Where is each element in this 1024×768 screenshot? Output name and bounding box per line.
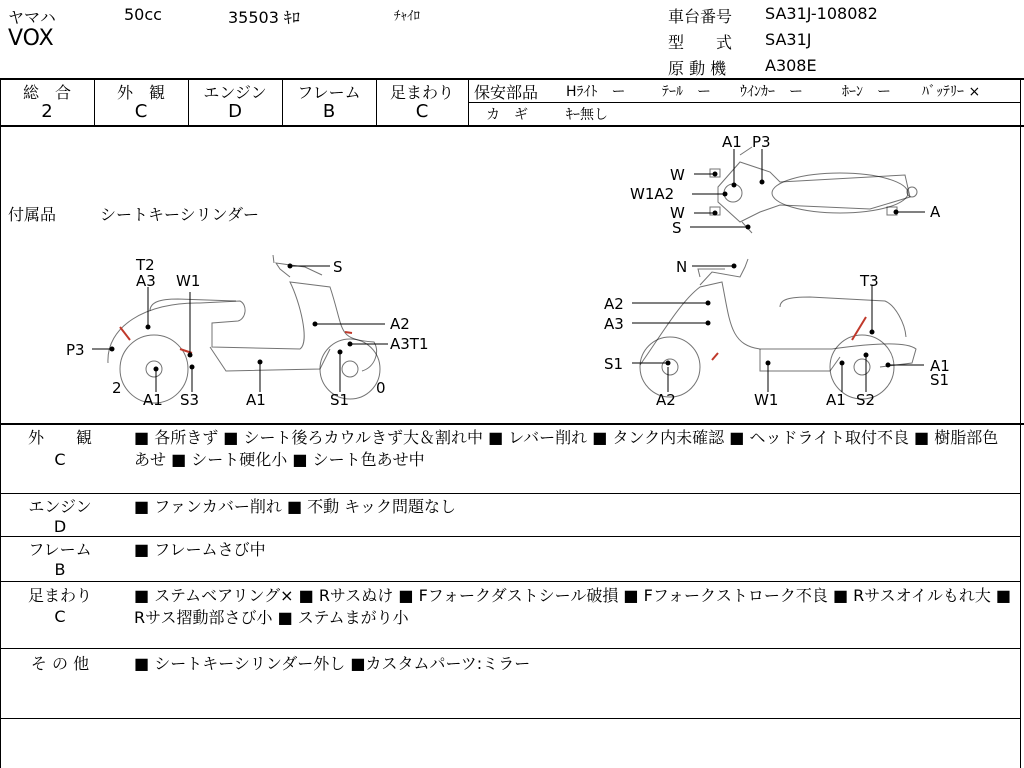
label-top-w-lower: W	[670, 204, 685, 222]
safety-winker: ｳｲﾝｶｰ ー	[740, 84, 803, 100]
displacement: 50cc	[124, 5, 162, 24]
remark-suspension-label: 足まわり	[27, 586, 92, 605]
total-label: 総 合	[22, 83, 71, 102]
label-top-s: S	[672, 219, 682, 237]
label-right-s2: S2	[856, 391, 876, 409]
mileage: 35503 ｷﾛ	[228, 8, 300, 27]
remark-other-label: そ の 他	[30, 654, 90, 673]
safety-label: 保安部品	[474, 83, 539, 102]
label-top-p3: P3	[752, 133, 771, 151]
key-value: ｷｰ無し	[566, 107, 608, 123]
label-left-a2: A2	[390, 315, 410, 333]
remark-exterior	[0, 425, 1021, 495]
remark-suspension-grade: C	[54, 607, 66, 626]
exterior-label: 外 観	[116, 83, 165, 102]
label-top-w: W	[670, 166, 685, 184]
maker: ヤマハ	[8, 8, 56, 27]
label-right-w1: W1	[754, 391, 779, 409]
accessories-value: シートキーシリンダー	[100, 205, 260, 224]
engine-model-label: 原 動 機	[668, 59, 727, 78]
label-right-a2: A2	[604, 295, 624, 313]
type-label: 型 式	[668, 33, 733, 52]
suspension-grade: C	[415, 101, 429, 122]
remark-frame-grade: B	[54, 560, 66, 579]
type-value: SA31J	[765, 30, 812, 49]
safety-taillight: ﾃｰﾙ ー	[662, 84, 711, 100]
remark-exterior-label: 外 観	[27, 428, 92, 447]
label-top-a: A	[930, 203, 941, 221]
remark-exterior-grade: C	[54, 450, 66, 469]
remark-suspension	[0, 582, 1021, 648]
remark-frame-label: フレーム	[28, 540, 92, 559]
label-right-s1-b: S1	[930, 371, 950, 389]
label-left-p3: P3	[66, 341, 85, 359]
label-top-w1a2: W1A2	[630, 185, 675, 203]
color: ﾁｬｲﾛ	[394, 9, 420, 24]
accessories-label: 付属品	[8, 205, 57, 224]
suspension-label: 足まわり	[389, 83, 454, 102]
label-left-2: 2	[112, 379, 122, 397]
label-right-s1: S1	[604, 355, 624, 373]
remark-other-text: ■ シートキーシリンダー外し ■カスタムパーツ:ミラー	[134, 654, 531, 673]
remark-frame-text: ■ フレームさび中	[134, 540, 266, 559]
label-right-a2-b: A2	[656, 391, 676, 409]
label-left-t2: T2	[136, 256, 155, 274]
label-left-s1: S1	[330, 391, 350, 409]
key-label: カ ギ	[486, 107, 528, 123]
label-left-0: 0	[376, 379, 386, 397]
label-left-a1: A1	[143, 391, 163, 409]
remark-frame	[0, 537, 1021, 581]
frame-label: フレーム	[297, 83, 361, 102]
label-right-a3: A3	[604, 315, 624, 333]
remark-exterior-text: ■ 各所きず ■ シート後ろカウルきず大＆割れ中 ■ レバー削れ ■ タンク内未確認 ■ ヘッドライト取付不良 ■ 樹脂部色あせ ■ シート硬化小 ■ シート色あせ中	[134, 428, 999, 469]
engine-grade: D	[228, 101, 242, 122]
frame-no-label: 車台番号	[668, 7, 733, 26]
exterior-grade: C	[134, 101, 148, 122]
remark-engine-text: ■ ファンカバー削れ ■ 不動 キック問題なし	[134, 497, 456, 516]
safety-battery: ﾊﾞｯﾃﾘｰ ×	[922, 84, 981, 100]
label-top-a1: A1	[722, 133, 742, 151]
remark-engine-label: エンジン	[28, 497, 92, 516]
label-left-s: S	[333, 258, 343, 276]
engine-model-value: A308E	[765, 56, 817, 75]
label-left-a3: A3	[136, 272, 156, 290]
frame-grade: B	[322, 101, 336, 122]
label-right-a1-b: A1	[826, 391, 846, 409]
frame-no: SA31J-108082	[765, 4, 878, 23]
remark-engine-grade: D	[53, 517, 67, 536]
label-left-a3t1: A3T1	[390, 335, 429, 353]
remark-other	[0, 649, 1021, 719]
label-left-w1: W1	[176, 272, 201, 290]
label-right-t3: T3	[860, 272, 879, 290]
engine-label: エンジン	[203, 83, 267, 102]
label-right-n: N	[676, 258, 688, 276]
label-left-a1-b: A1	[246, 391, 266, 409]
safety-headlight: Hﾗｲﾄ ー	[566, 84, 626, 100]
safety-horn: ﾎｰﾝ ー	[842, 84, 891, 100]
total-grade: 2	[41, 101, 53, 122]
label-left-s3: S3	[180, 391, 200, 409]
remark-engine	[0, 494, 1021, 536]
remark-suspension-text: ■ ステムベアリング× ■ Rサスぬけ ■ Fフォークダストシール破損 ■ Fフォークストローク不良 ■ Rサスオイルもれ大 ■ Rサス摺動部さび小 ■ ステムまがり小	[134, 586, 1012, 627]
damage-diagram	[0, 127, 1020, 423]
label-right-a1: A1	[930, 357, 950, 375]
model-name: VOX	[8, 26, 54, 51]
